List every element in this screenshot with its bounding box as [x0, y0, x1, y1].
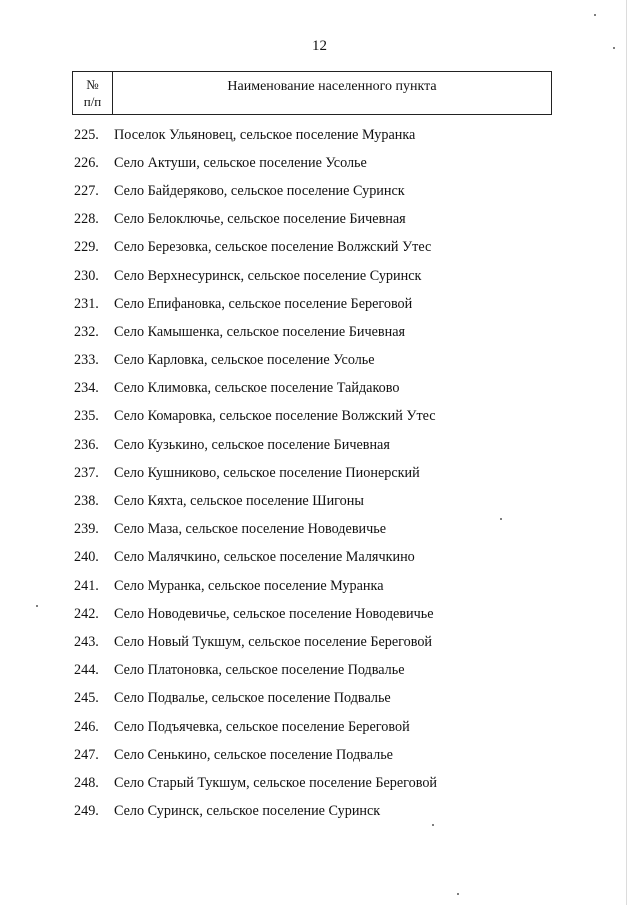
- list-item-number: 234.: [74, 380, 99, 397]
- list-item-text: Село Верхнесуринск, сельское поселение Суринск: [114, 267, 422, 284]
- list-item: [74, 149, 554, 177]
- page-number: 12: [312, 38, 327, 54]
- header-number-symbol: №: [86, 77, 99, 92]
- scan-speck: [457, 893, 459, 895]
- list-item-number: 240.: [74, 549, 99, 566]
- list-item-text: Село Кузькино, сельское поселение Бичевная: [114, 436, 390, 453]
- header-number-cell: [73, 72, 113, 114]
- list-item-text: Село Подъячевка, сельское поселение Береговой: [114, 718, 410, 735]
- list-item-text: Село Камышенка, сельское поселение Бичевная: [114, 323, 406, 340]
- list-item-text: Село Платоновка, сельское поселение Подвалье: [114, 662, 405, 679]
- settlement-list: [74, 121, 554, 826]
- list-item-text: Село Кушниково, сельское поселение Пионерский: [114, 464, 420, 481]
- list-item: [74, 713, 554, 741]
- list-item-number: 225.: [74, 126, 99, 143]
- list-item: [74, 121, 554, 149]
- list-item-text: Село Новый Тукшум, сельское поселение Береговой: [114, 633, 433, 650]
- list-item: [74, 403, 554, 431]
- list-item-number: 236.: [74, 436, 99, 453]
- list-item-number: 242.: [74, 605, 99, 622]
- list-item-text: Село Кяхта, сельское поселение Шигоны: [114, 493, 364, 510]
- list-item-number: 227.: [74, 182, 99, 199]
- list-item-number: 241.: [74, 577, 99, 594]
- list-item: [74, 628, 554, 656]
- list-item-number: 231.: [74, 295, 99, 312]
- list-item-text: Село Климовка, сельское поселение Тайдаково: [114, 380, 400, 397]
- list-item-text: Село Новодевичье, сельское поселение Новодевичье: [114, 605, 434, 622]
- list-item-text: Поселок Ульяновец, сельское поселение Муранка: [114, 126, 416, 143]
- list-item-text: Село Суринск, сельское поселение Суринск: [114, 803, 381, 820]
- list-item: [74, 572, 554, 600]
- list-item-number: 245.: [74, 690, 99, 707]
- list-item: [74, 544, 554, 572]
- list-item-text: Село Байдеряково, сельское поселение Суринск: [114, 182, 405, 199]
- header-number-abbr: п/п: [83, 94, 102, 109]
- table-header: [72, 71, 552, 115]
- list-item-text: Село Маза, сельское поселение Новодевичье: [114, 521, 387, 538]
- list-item-number: 249.: [74, 803, 99, 820]
- list-item-text: Село Березовка, сельское поселение Волжский Утес: [114, 239, 432, 256]
- list-item-text: Село Сенькино, сельское поселение Подвалье: [114, 746, 393, 763]
- scan-speck: [594, 14, 596, 16]
- list-item: [74, 290, 554, 318]
- list-item-number: 229.: [74, 239, 99, 256]
- list-item-number: 238.: [74, 493, 99, 510]
- list-item: [74, 347, 554, 375]
- list-item-number: 243.: [74, 633, 99, 650]
- list-item-number: 235.: [74, 408, 99, 425]
- scan-edge-line: [626, 0, 627, 905]
- list-item-text: Село Малячкино, сельское поселение Малячкино: [114, 549, 415, 566]
- list-item: [74, 516, 554, 544]
- list-item: [74, 431, 554, 459]
- list-item: [74, 657, 554, 685]
- list-item-text: Село Старый Тукшум, сельское поселение Береговой: [114, 774, 438, 791]
- header-name-cell: Наименование населенного пункта: [227, 79, 437, 94]
- list-item-number: 226.: [74, 154, 99, 171]
- list-item-number: 228.: [74, 211, 99, 228]
- list-item: [74, 685, 554, 713]
- scan-speck: [36, 605, 38, 607]
- list-item-number: 248.: [74, 774, 99, 791]
- list-item-number: 247.: [74, 746, 99, 763]
- list-item-number: 239.: [74, 521, 99, 538]
- list-item-number: 237.: [74, 464, 99, 481]
- list-item: [74, 206, 554, 234]
- list-item: [74, 234, 554, 262]
- list-item: [74, 769, 554, 797]
- list-item: [74, 487, 554, 515]
- list-item-number: 244.: [74, 662, 99, 679]
- list-item: [74, 600, 554, 628]
- list-item-number: 230.: [74, 267, 99, 284]
- list-item: [74, 177, 554, 205]
- list-item: [74, 262, 554, 290]
- list-item-text: Село Карловка, сельское поселение Усолье: [114, 352, 375, 369]
- list-item: [74, 741, 554, 769]
- list-item-text: Село Муранка, сельское поселение Муранка: [114, 577, 384, 594]
- list-item-text: Село Епифановка, сельское поселение Береговой: [114, 295, 413, 312]
- list-item: [74, 375, 554, 403]
- list-item-number: 233.: [74, 352, 99, 369]
- list-item-text: Село Подвалье, сельское поселение Подвалье: [114, 690, 391, 707]
- list-item-text: Село Белоключье, сельское поселение Бичевная: [114, 211, 406, 228]
- list-item: [74, 798, 554, 826]
- list-item: [74, 459, 554, 487]
- list-item-number: 246.: [74, 718, 99, 735]
- list-item-number: 232.: [74, 323, 99, 340]
- list-item: [74, 318, 554, 346]
- list-item-text: Село Актуши, сельское поселение Усолье: [114, 154, 367, 171]
- list-item-text: Село Комаровка, сельское поселение Волжский Утес: [114, 408, 436, 425]
